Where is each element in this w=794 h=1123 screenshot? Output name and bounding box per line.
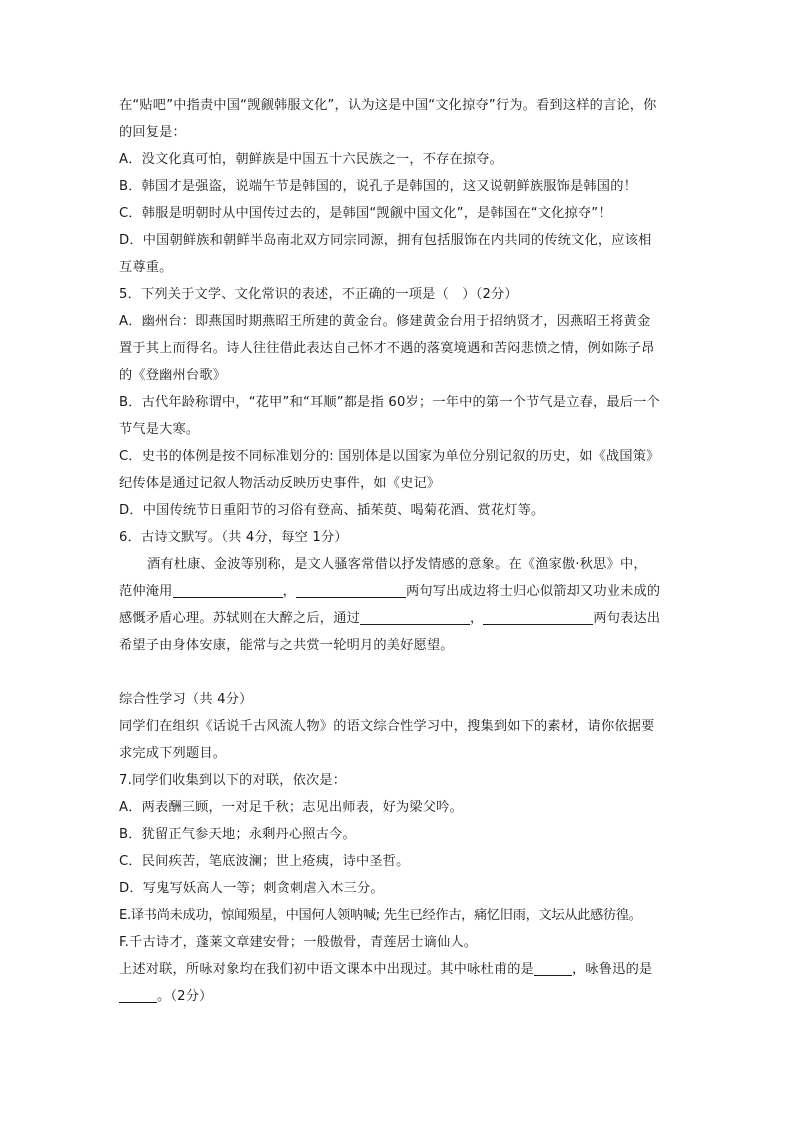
q5-option-b-line-1: B．古代年龄称谓中，“花甲”和“耳顺”都是指 60岁；一年中的第一个节气是立春，最后一个 bbox=[119, 395, 660, 410]
q5-option-d: D．中国传统节日重阳节的习俗有登高、插茱萸、喝菊花酒、赏花灯等。 bbox=[119, 503, 545, 518]
q4-intro-line-2: 的回复是： bbox=[119, 125, 186, 140]
q6-paragraph-line-4: 希望子由身体安康，能常与之共赏一轮明月的美好愿望。 bbox=[119, 638, 454, 653]
q5-option-a-line-1: A．幽州台：即燕国时期燕昭王所建的黄金台。修建黄金台用于招纳贤才，因燕昭王将黄金 bbox=[119, 314, 651, 329]
answer-blank-3[interactable] bbox=[360, 608, 470, 625]
q6-paragraph-line-2 bbox=[119, 578, 679, 605]
q7-question-line-1 bbox=[119, 956, 679, 983]
q7-couplet-d: D．写鬼写妖高人一等；刺贪刺虐入木三分。 bbox=[119, 881, 384, 896]
q6-text: 两句表达出 bbox=[593, 611, 661, 626]
q5-option-b-line-2: 节气是大寒。 bbox=[119, 422, 200, 437]
q4-option-b: B．韩国才是强盗，说端午节是韩国的，说孔子是韩国的，这又说朝鲜族服饰是韩国的！ bbox=[119, 179, 637, 194]
q5-option-c-line-1: C．史书的体例是按不同标准划分的: 国别体是以国家为单位分别记叙的历史，如《战国策》 bbox=[119, 449, 660, 464]
section-intro-line-1: 同学们在组织《话说千古风流人物》的语文综合性学习中，搜集到如下的素材，请你依据要 bbox=[119, 719, 655, 734]
q7-couplet-f: F.千古诗才，蓬莱文章建安骨；一般傲骨，青莲居士谪仙人。 bbox=[119, 935, 478, 950]
q6-paragraph-line-3 bbox=[119, 605, 679, 632]
answer-blank-1[interactable] bbox=[173, 581, 283, 598]
q5-option-a-line-3: 的《登幽州台歌》 bbox=[119, 368, 227, 383]
q6-stem: 6．古诗文默写。（共 4分，每空 1分） bbox=[119, 530, 348, 545]
q7-couplet-e: E.译书尚未成功，惊闻殒星，中国何人领呐喊; 先生已经作古，痛忆旧雨，文坛从此感彷徨。 bbox=[119, 908, 642, 923]
answer-blank-du-fu[interactable] bbox=[534, 959, 572, 976]
q7-stem: 7.同学们收集到以下的对联，依次是： bbox=[119, 773, 347, 788]
q4-option-a: A．没文化真可怕，朝鲜族是中国五十六民族之一，不存在掠夺。 bbox=[119, 152, 504, 167]
q6-text: 范仲淹用 bbox=[119, 584, 173, 599]
q6-text: ， bbox=[282, 584, 296, 599]
answer-blank-4[interactable] bbox=[483, 608, 593, 625]
q6-text: 感慨矛盾心理。苏轼则在大醉之后，通过 bbox=[119, 611, 360, 626]
q5-option-a-line-2: 置于其上而得名。诗人往往借此表达自己怀才不遇的落寞境遇和苦闷悲愤之情，例如陈子昂 bbox=[119, 341, 655, 356]
section-spacer bbox=[119, 659, 679, 686]
q7-text: 。（2分） bbox=[157, 989, 213, 1004]
q7-couplet-c: C．民间疾苦，笔底波澜；世上疮痍，诗中圣哲。 bbox=[119, 854, 410, 869]
q6-paragraph-line-1: 酒有杜康、金波等别称，是文人骚客常借以抒发情感的意象。在《渔家傲·秋思》中， bbox=[147, 557, 647, 572]
exam-page bbox=[119, 92, 679, 1010]
q7-text: ，咏鲁迅的是 bbox=[572, 962, 653, 977]
q4-option-d-line-2: 互尊重。 bbox=[119, 260, 173, 275]
q4-option-c: C．韩服是明朝时从中国传过去的，是韩国“觊觎中国文化”，是韩国在“文化掠夺”！ bbox=[119, 206, 612, 221]
q5-stem: 5．下列关于文学、文化常识的表述，不正确的一项是（ ）（2分） bbox=[119, 287, 518, 302]
q5-option-c-line-2: 纪传体是通过记叙人物活动反映历史事件，如《史记》 bbox=[119, 476, 441, 491]
q6-text: ， bbox=[469, 611, 484, 626]
q7-couplet-b: B．犹留正气参天地；永剩丹心照古今。 bbox=[119, 827, 356, 842]
q4-intro-line-1: 在“贴吧”中指责中国“觊觎韩服文化”，认为这是中国“文化掠夺”行为。看到这样的言论，你 bbox=[119, 98, 657, 113]
q7-question-line-2 bbox=[119, 983, 679, 1010]
answer-blank-lu-xun[interactable] bbox=[119, 986, 157, 1003]
q7-couplet-a: A．两表酬三顾，一对足千秋；志见出师表，好为梁父吟。 bbox=[119, 800, 463, 815]
section-title: 综合性学习（共 4分） bbox=[119, 692, 253, 707]
q7-text: 上述对联，所咏对象均在我们初中语文课本中出现过。其中咏杜甫的是 bbox=[119, 962, 535, 977]
answer-blank-2[interactable] bbox=[296, 581, 406, 598]
q4-option-d-line-1: D．中国朝鲜族和朝鲜半岛南北双方同宗同源，拥有包括服饰在内共同的传统文化，应该相 bbox=[119, 233, 652, 248]
section-intro-line-2: 求完成下列题目。 bbox=[119, 746, 227, 761]
q6-text: 两句写出成边将士归心似箭却又功业未成的 bbox=[405, 584, 661, 599]
